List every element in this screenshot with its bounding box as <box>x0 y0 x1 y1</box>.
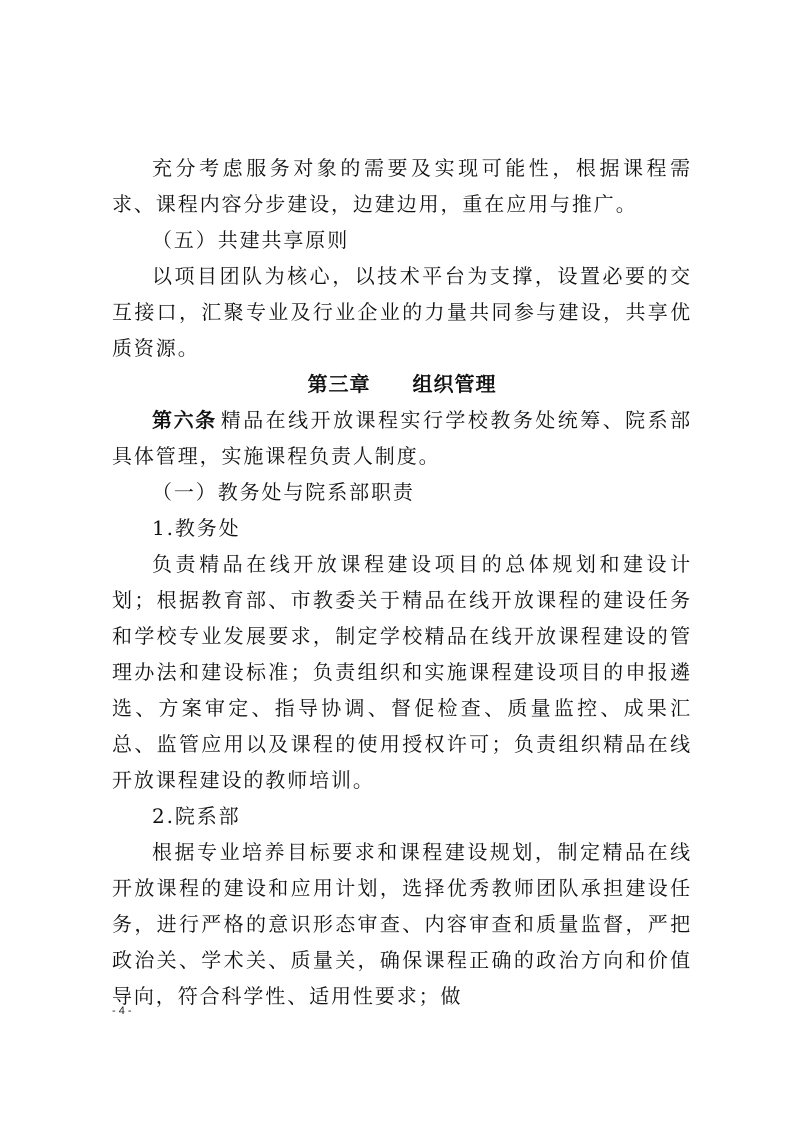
paragraph-project-team-core: 以项目团队为核心，以技术平台为支撑，设置必要的交互接口，汇聚专业及行业企业的力量共同参与建设，共享优质资源。 <box>112 264 692 360</box>
heading-co-build-share-principle: （五）共建共享原则 <box>152 228 350 252</box>
paragraph-service-needs: 充分考虑服务对象的需要及实现可能性，根据课程需求、课程内容分步建设，边建边用，重在应用与推广。 <box>112 156 692 216</box>
page-number: - 4 - <box>112 1005 132 1017</box>
heading-academic-affairs-office: 1.教务处 <box>152 516 241 540</box>
article-six <box>112 402 692 474</box>
paragraph-academic-affairs-duties: 负责精品在线开放课程建设项目的总体规划和建设计划；根据教育部、市教委关于精品在线开放课程的建设任务和学校专业发展要求，制定学校精品在线开放课程建设的管理办法和建设标准；负责组织和实施课程建设项目的申报遴选、方案审定、指导协调、督促检查、质量监控、成果汇总、监管应用以及课程的使用授权许可；负责组织精品在线开放课程建设的教师培训。 <box>112 552 692 792</box>
paragraph-department-duties: 根据专业培养目标要求和课程建设规划，制定精品在线开放课程的建设和应用计划，选择优秀教师团队承担建设任务，进行严格的意识形态审查、内容审查和质量监督，严把政治关、学术关、质量关，确保课程正确的政治方向和价值导向，符合科学性、适用性要求；做 <box>112 840 692 1008</box>
document-body <box>112 150 692 1014</box>
heading-responsibilities: （一）教务处与院系部职责 <box>152 480 415 504</box>
article-text: 精品在线开放课程实行学校教务处统筹、院系部具体管理，实施课程负责人制度。 <box>112 408 693 468</box>
heading-departments: 2.院系部 <box>152 804 241 828</box>
article-label: 第六条 <box>152 408 217 432</box>
chapter-title: 第三章 组织管理 <box>307 372 497 396</box>
